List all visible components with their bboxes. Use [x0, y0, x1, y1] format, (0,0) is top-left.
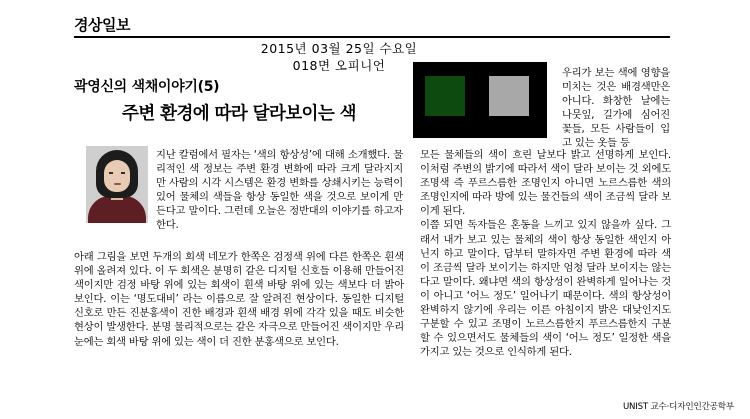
- masthead-rule: [74, 36, 670, 38]
- portrait-right-eye: [121, 172, 125, 174]
- contrast-illustration: [413, 62, 547, 138]
- illustration-square-on-dark: [425, 76, 465, 116]
- author-byline: UNIST 교수·디자인인간공학부: [622, 402, 734, 412]
- body-column-1-top: [156, 148, 403, 233]
- paragraph: 이쯤 되면 독자들은 혼동을 느끼고 있지 않을까 싶다. 그래서 내가 보고 있는 물체의 색이 항상 동일한 색인지 아닌지 하고 말이다. 답부터 말하자면 주변 환경에 따라 색이 조금씩 달라 보이기는 하지만 엄청 달라 보이지는 않는다고 말이다. 왜냐면 색의 항상성이 완벽하게 일어나는 것이 아니고 ‘어느 정도’ 일어나기 때문이다. 색의 항상성이 완벽하지 않기에 우리는 이른 아침이지 밝은 대낮인지도 구분할 수 있고 조명이 노르스름한지 푸르스름한지 구분할 수 있으면서도 물체들의 색이 ‘어느 정도’ 일정한 색을 가지고 있는 것으로 인식하게 된다.: [420, 219, 671, 359]
- portrait-face: [104, 160, 130, 192]
- portrait-body: [88, 196, 146, 223]
- body-column-2: [420, 148, 671, 359]
- series-title: 곽영신의 색채이야기(5): [74, 79, 220, 95]
- paragraph: 모든 물체들의 색이 흐린 날보다 밝고 선명하게 보인다. 이처럼 주변의 밝기에 따라서 색이 달라 보이는 것 외에도 조명색 즉 푸르스름한 조명인지 아니면 노르스름한 색의 조명인지에 따라 방에 있는 물건들의 색이 조금씩 달라 보이게 된다.: [420, 149, 671, 218]
- paragraph: 아래 그림을 보면 두개의 회색 네모가 한쪽은 검정색 위에 다른 한쪽은 흰색 위에 올려져 있다. 이 두 회색은 분명히 같은 디지털 신호들 이용해 만들어진 색이지만 검정 바탕 위에 있는 회색이 흰색 바탕 위에 있는 색보다 더 밝아 보인다. 이는 ‘명도대비’ 라는 이름으로 잘 알려진 현상이다. 동일한 디지털 신호로 만든 진분홍색이 진한 배경과 흰색 배경 위에 각각 있을 때도 비슷한 현상이 발생한다. 분명 물리적으로는 같은 자극으로 만들어진 색이지만 우리 눈에는 회색 바탕 위에 있는 색이 더 진한 분홍색으로 보인다.: [74, 251, 404, 348]
- article-headline: 주변 환경에 따라 달라보이는 색: [122, 104, 356, 124]
- paragraph: 지난 칼럼에서 필자는 ‘색의 항상성’에 대해 소개했다. 물리적인 색 정보는 주변 환경 변화에 따라 크게 달라지지만 사람의 시각 시스템은 환경 변화를 상쇄시키는 능력이 있어 물체의 색들을 항상 동일한 색을 것으로 보이게 만든다고 말이다. 그런데 오늘은 정반대의 이야기를 하고자 한다.: [156, 149, 403, 232]
- body-column-3-top: [562, 66, 670, 151]
- illustration-square-on-light: [489, 76, 529, 116]
- dateline-date: 2015년 03월 25일 수요일: [260, 41, 418, 56]
- author-portrait: [86, 146, 148, 223]
- masthead-title: 경상일보: [74, 16, 130, 34]
- dateline-page: 018면 오피니언: [292, 58, 386, 73]
- paragraph: 우리가 보는 색에 영향을 미치는 것은 배경색만은 아니다. 화창한 날에는 나뭇잎, 길가에 심어진 꽃들, 모든 사람들이 입고 있는 옷들 등: [562, 67, 670, 150]
- body-column-1-bottom: [74, 250, 404, 349]
- portrait-mouth: [114, 183, 121, 185]
- portrait-left-eye: [109, 172, 113, 174]
